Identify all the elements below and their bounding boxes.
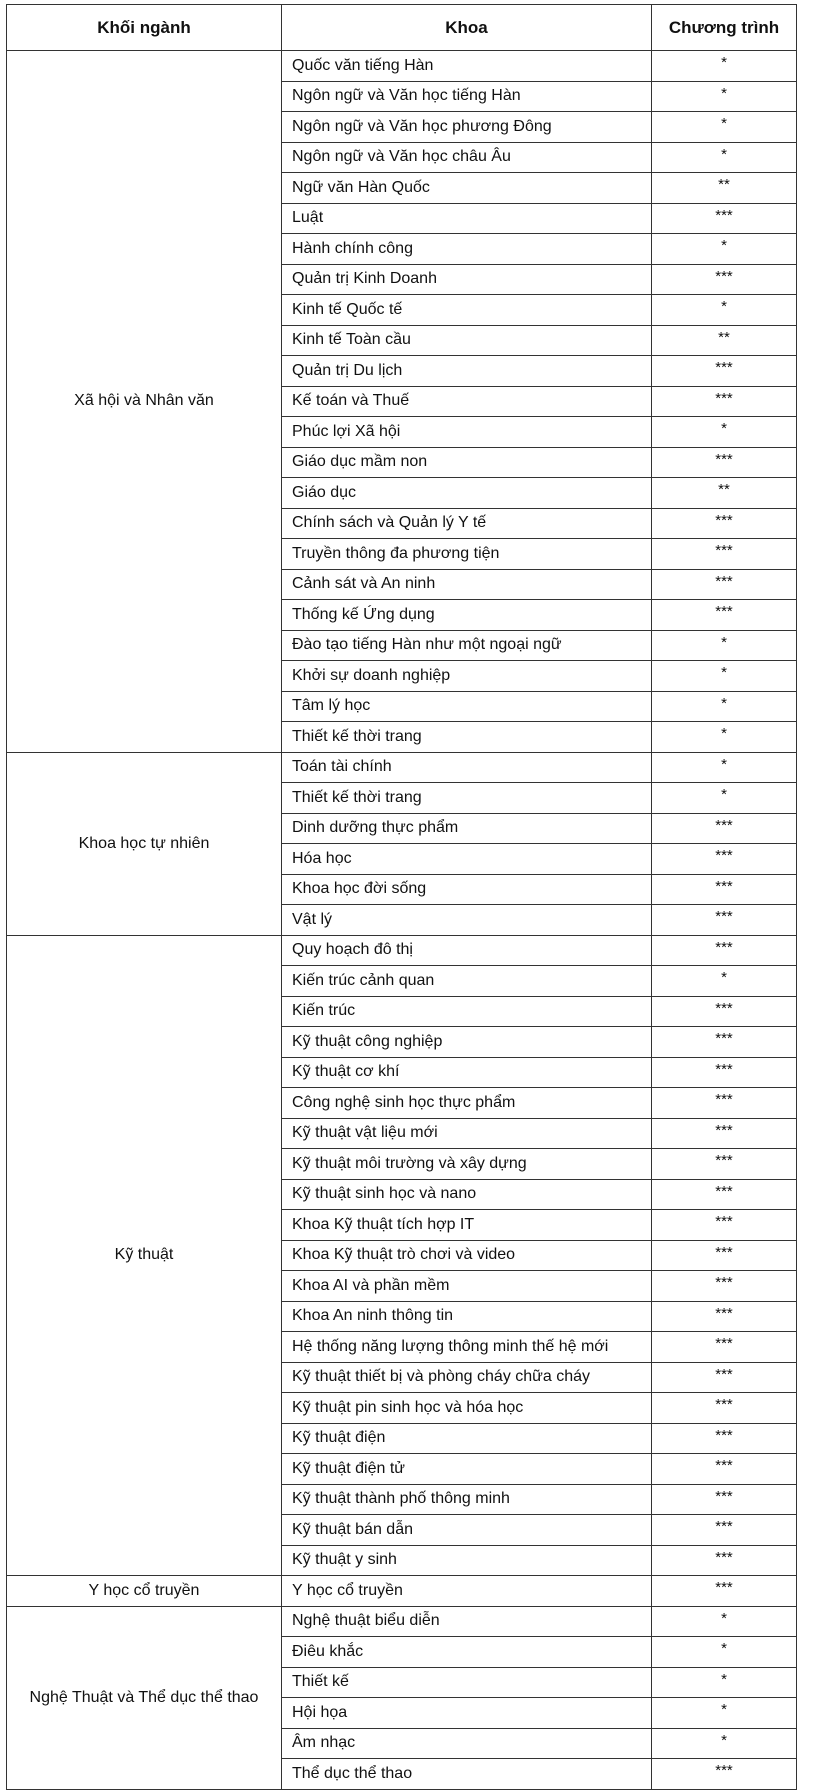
department-cell: Kỹ thuật vật liệu mới <box>282 1118 652 1149</box>
department-cell: Đào tạo tiếng Hàn như một ngoại ngữ <box>282 630 652 661</box>
department-cell: Khoa Kỹ thuật tích hợp IT <box>282 1210 652 1241</box>
department-cell: Kỹ thuật bán dẫn <box>282 1515 652 1546</box>
department-cell: Thiết kế <box>282 1667 652 1698</box>
program-cell: * <box>652 691 797 722</box>
department-cell: Hành chính công <box>282 234 652 265</box>
program-cell: ** <box>652 478 797 509</box>
department-cell: Luật <box>282 203 652 234</box>
table-container <box>6 4 797 1790</box>
program-cell: *** <box>652 1545 797 1576</box>
program-cell: *** <box>652 356 797 387</box>
program-cell: ** <box>652 173 797 204</box>
department-cell: Ngôn ngữ và Văn học phương Đông <box>282 112 652 143</box>
department-cell: Kỹ thuật thành phố thông minh <box>282 1484 652 1515</box>
department-cell: Khoa Kỹ thuật trò chơi và video <box>282 1240 652 1271</box>
department-cell: Thiết kế thời trang <box>282 783 652 814</box>
program-cell: *** <box>652 1088 797 1119</box>
department-cell: Kỹ thuật cơ khí <box>282 1057 652 1088</box>
department-cell: Kế toán và Thuế <box>282 386 652 417</box>
header-row <box>7 5 797 51</box>
program-cell: *** <box>652 1301 797 1332</box>
program-cell: *** <box>652 1576 797 1607</box>
program-cell: * <box>652 51 797 82</box>
program-cell: * <box>652 783 797 814</box>
program-cell: *** <box>652 600 797 631</box>
department-cell: Hóa học <box>282 844 652 875</box>
program-cell: * <box>652 234 797 265</box>
table-header <box>7 5 797 51</box>
program-cell: * <box>652 1728 797 1759</box>
program-cell: *** <box>652 1027 797 1058</box>
department-cell: Kiến trúc cảnh quan <box>282 966 652 997</box>
program-cell: * <box>652 142 797 173</box>
program-cell: * <box>652 1667 797 1698</box>
department-cell: Kỹ thuật sinh học và nano <box>282 1179 652 1210</box>
department-cell: Y học cổ truyền <box>282 1576 652 1607</box>
group-cell: Khoa học tự nhiên <box>7 752 282 935</box>
program-cell: ** <box>652 325 797 356</box>
program-cell: * <box>652 661 797 692</box>
group-cell: Xã hội và Nhân văn <box>7 51 282 753</box>
program-cell: * <box>652 112 797 143</box>
department-cell: Hệ thống năng lượng thông minh thế hệ mới <box>282 1332 652 1363</box>
department-cell: Truyền thông đa phương tiện <box>282 539 652 570</box>
program-cell: * <box>652 1606 797 1637</box>
department-cell: Kinh tế Quốc tế <box>282 295 652 326</box>
group-cell: Y học cổ truyền <box>7 1576 282 1607</box>
department-cell: Tâm lý học <box>282 691 652 722</box>
department-cell: Hội họa <box>282 1698 652 1729</box>
program-cell: *** <box>652 1759 797 1790</box>
program-cell: *** <box>652 264 797 295</box>
table-row <box>7 51 797 82</box>
program-cell: *** <box>652 539 797 570</box>
department-cell: Quản trị Du lịch <box>282 356 652 387</box>
program-cell: *** <box>652 1271 797 1302</box>
department-cell: Quản trị Kinh Doanh <box>282 264 652 295</box>
department-cell: Kỹ thuật y sinh <box>282 1545 652 1576</box>
program-cell: *** <box>652 935 797 966</box>
department-cell: Điêu khắc <box>282 1637 652 1668</box>
department-cell: Cảnh sát và An ninh <box>282 569 652 600</box>
department-cell: Vật lý <box>282 905 652 936</box>
program-cell: * <box>652 295 797 326</box>
program-cell: *** <box>652 1423 797 1454</box>
department-cell: Kỹ thuật thiết bị và phòng cháy chữa cháy <box>282 1362 652 1393</box>
department-cell: Chính sách và Quản lý Y tế <box>282 508 652 539</box>
program-cell: *** <box>652 1515 797 1546</box>
department-cell: Ngữ văn Hàn Quốc <box>282 173 652 204</box>
table-body <box>7 51 797 1790</box>
department-cell: Dinh dưỡng thực phẩm <box>282 813 652 844</box>
header-department: Khoa <box>282 5 652 51</box>
department-cell: Thể dục thể thao <box>282 1759 652 1790</box>
program-cell: *** <box>652 1179 797 1210</box>
department-cell: Khoa An ninh thông tin <box>282 1301 652 1332</box>
program-cell: *** <box>652 1057 797 1088</box>
department-cell: Ngôn ngữ và Văn học châu Âu <box>282 142 652 173</box>
group-cell: Nghệ Thuật và Thể dục thể thao <box>7 1606 282 1789</box>
department-cell: Quốc văn tiếng Hàn <box>282 51 652 82</box>
program-cell: *** <box>652 1210 797 1241</box>
department-cell: Kỹ thuật môi trường và xây dựng <box>282 1149 652 1180</box>
program-cell: *** <box>652 569 797 600</box>
department-cell: Kỹ thuật pin sinh học và hóa học <box>282 1393 652 1424</box>
program-cell: *** <box>652 1240 797 1271</box>
program-cell: *** <box>652 1332 797 1363</box>
program-cell: *** <box>652 447 797 478</box>
department-cell: Thiết kế thời trang <box>282 722 652 753</box>
department-cell: Nghệ thuật biểu diễn <box>282 1606 652 1637</box>
program-cell: *** <box>652 1149 797 1180</box>
department-cell: Giáo dục mầm non <box>282 447 652 478</box>
department-cell: Quy hoạch đô thị <box>282 935 652 966</box>
program-cell: * <box>652 752 797 783</box>
department-cell: Giáo dục <box>282 478 652 509</box>
department-cell: Khoa AI và phần mềm <box>282 1271 652 1302</box>
program-cell: *** <box>652 905 797 936</box>
department-cell: Thống kế Ứng dụng <box>282 600 652 631</box>
group-cell: Kỹ thuật <box>7 935 282 1576</box>
program-cell: *** <box>652 508 797 539</box>
department-cell: Công nghệ sinh học thực phẩm <box>282 1088 652 1119</box>
program-cell: *** <box>652 874 797 905</box>
department-cell: Kỹ thuật công nghiệp <box>282 1027 652 1058</box>
department-cell: Ngôn ngữ và Văn học tiếng Hàn <box>282 81 652 112</box>
department-cell: Kỹ thuật điện tử <box>282 1454 652 1485</box>
department-cell: Toán tài chính <box>282 752 652 783</box>
department-cell: Phúc lợi Xã hội <box>282 417 652 448</box>
department-cell: Kinh tế Toàn cầu <box>282 325 652 356</box>
program-cell: * <box>652 1698 797 1729</box>
program-cell: *** <box>652 1118 797 1149</box>
program-cell: * <box>652 81 797 112</box>
department-table <box>6 4 797 1790</box>
program-cell: * <box>652 417 797 448</box>
department-cell: Khởi sự doanh nghiệp <box>282 661 652 692</box>
program-cell: *** <box>652 1484 797 1515</box>
header-group: Khối ngành <box>7 5 282 51</box>
program-cell: * <box>652 966 797 997</box>
table-row <box>7 1576 797 1607</box>
department-cell: Âm nhạc <box>282 1728 652 1759</box>
program-cell: *** <box>652 1362 797 1393</box>
department-cell: Khoa học đời sống <box>282 874 652 905</box>
program-cell: *** <box>652 203 797 234</box>
program-cell: *** <box>652 844 797 875</box>
program-cell: *** <box>652 1454 797 1485</box>
program-cell: * <box>652 630 797 661</box>
header-program: Chương trình <box>652 5 797 51</box>
table-row <box>7 935 797 966</box>
table-row <box>7 752 797 783</box>
table-row <box>7 1606 797 1637</box>
program-cell: *** <box>652 813 797 844</box>
department-cell: Kiến trúc <box>282 996 652 1027</box>
department-cell: Kỹ thuật điện <box>282 1423 652 1454</box>
program-cell: * <box>652 722 797 753</box>
program-cell: * <box>652 1637 797 1668</box>
program-cell: *** <box>652 1393 797 1424</box>
program-cell: *** <box>652 386 797 417</box>
program-cell: *** <box>652 996 797 1027</box>
